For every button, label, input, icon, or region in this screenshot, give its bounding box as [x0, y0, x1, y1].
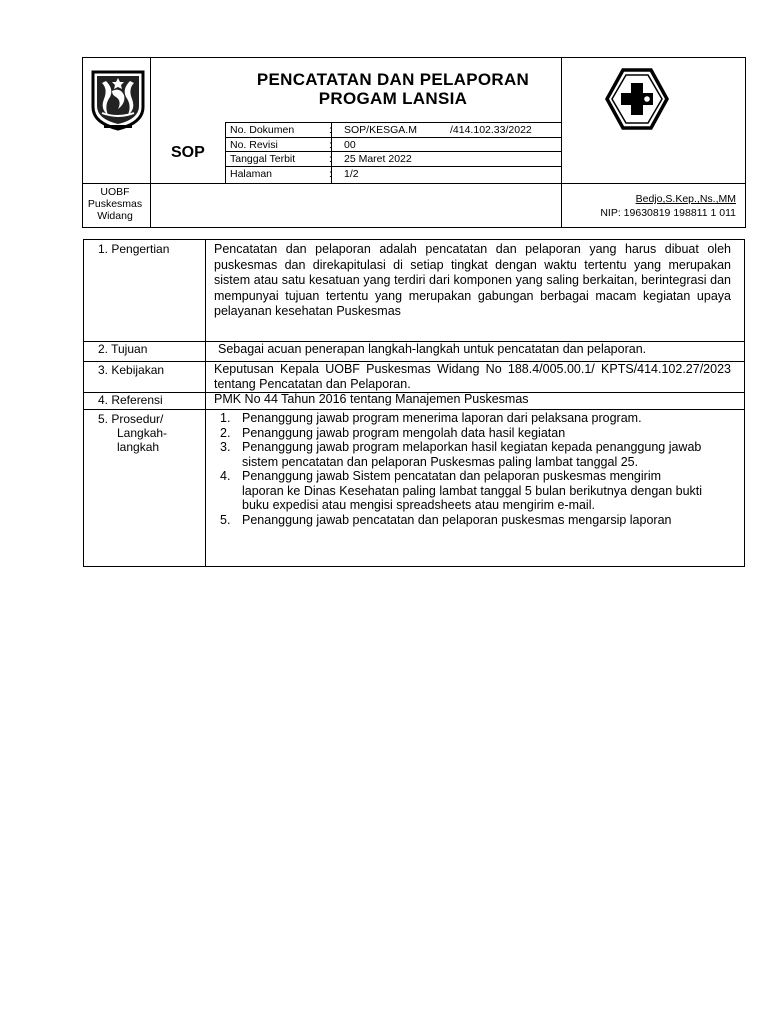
section-text-pengertian: Pencatatan dan pelaporan adalah pencatatan dan pelaporan yang harus dibuat oleh puskesmas dan direkapitulasi di setiap tingkat dengan waktu tertentu yang merupakan sistem atau satu kesatuan yang terdiri dari komponen yang saling berkaitan, berintegrasi dan mempunyai tujuan tertentu yang merupakan gabungan berbagai macam kegiatan upaya pelayanan kesehatan Puskesmas: [214, 242, 731, 318]
section-text-referensi: PMK No 44 Tahun 2016 tentang Manajemen Puskesmas: [214, 392, 529, 406]
section-label-kebijakan: 3. Kebijakan: [98, 363, 165, 377]
sop-header: [82, 57, 746, 228]
section-label-pengertian: 1. Pengertian: [98, 242, 170, 256]
document-title: PENCATATAN DAN PELAPORAN PROGAM LANSIA: [256, 70, 530, 108]
regency-emblem-icon: [90, 69, 146, 131]
unit-name: [83, 186, 147, 222]
step-text: Penanggung jawab program mengolah data hasil kegiatan: [242, 425, 566, 440]
step-text: Penanggung jawab Sistem pencatatan dan pelaporan puskesmas mengirim laporan ke Dinas Kesehatan paling lambat tanggal 5 bulan berikutnya dengan bukti buku expedisi atau mengisi spreadsheets atau mengirim e-mail.: [242, 469, 703, 512]
procedure-steps: [214, 411, 734, 527]
step-number: 5.: [220, 512, 231, 527]
doc-info-sep: :: [329, 124, 332, 136]
signer-name: Bedjo,S.Kep.,Ns.,MM: [635, 193, 736, 205]
doc-info-row: [229, 138, 559, 152]
procedure-step: [214, 411, 734, 426]
section-label-line: 5. Prosedur/: [98, 412, 164, 426]
step-number: 2.: [220, 425, 231, 440]
doc-info-row: [229, 123, 559, 137]
step-number: 1.: [220, 411, 231, 425]
section-label-line: langkah: [117, 440, 160, 454]
step-text: Penanggung jawab program melaporkan hasil kegiatan kepada penanggung jawab sistem pencatatan dan pelaporan Puskesmas paling lambat tanggal 25.: [242, 440, 702, 469]
doc-info-row: [229, 167, 559, 181]
section-text-kebijakan: Keputusan Kepala UOBF Puskesmas Widang No 188.4/005.00.1/ KPTS/414.102.27/2023 tentang Pencatatan dan Pelaporan.: [214, 362, 731, 391]
step-text: Penanggung jawab pencatatan dan pelaporan puskesmas mengarsip laporan: [242, 512, 672, 527]
unit-name-line: Widang: [97, 210, 133, 222]
doc-info-value: SOP/KESGA.M: [344, 124, 417, 136]
signer-block: [568, 192, 736, 220]
unit-name-line: Puskesmas: [87, 198, 143, 210]
doc-info-value: 00: [344, 139, 356, 151]
doc-info-key: Tanggal Terbit: [230, 153, 296, 165]
signer-nip: NIP: 19630819 198811 1 011: [600, 207, 736, 219]
doc-info-row: [229, 152, 559, 166]
step-text: Penanggung jawab program menerima laporan dari pelaksana program.: [242, 411, 642, 425]
doc-info-sep: :: [329, 153, 332, 165]
procedure-step: [214, 426, 734, 441]
doc-info-value: 1/2: [344, 168, 359, 180]
sop-content-table: [83, 239, 745, 567]
section-label-referensi: 4. Referensi: [98, 393, 163, 407]
header-divider-sop: [225, 122, 226, 184]
sop-label: SOP: [171, 144, 205, 161]
section-label-tujuan: 2. Tujuan: [98, 342, 148, 356]
procedure-step: [214, 513, 734, 528]
step-number: 3.: [220, 440, 231, 454]
doc-info-key: No. Dokumen: [230, 124, 295, 136]
header-divider-right: [561, 58, 562, 228]
header-divider-bottom: [83, 183, 745, 184]
header-divider-left: [150, 58, 151, 228]
doc-info-value: 25 Maret 2022: [344, 153, 412, 165]
unit-name-line: UOBF: [100, 186, 130, 198]
doc-info-value-suffix: /414.102.33/2022: [450, 124, 532, 136]
doc-info-sep: :: [329, 168, 332, 180]
puskesmas-cross-logo-icon: [605, 68, 669, 130]
section-label-prosedur: [98, 412, 206, 454]
doc-info-key: Halaman: [230, 168, 273, 180]
doc-info-key: No. Revisi: [230, 139, 278, 151]
content-row-divider: [84, 409, 744, 410]
section-label-line: Langkah-: [117, 426, 168, 440]
step-number: 4.: [220, 469, 231, 483]
procedure-step: [214, 469, 734, 513]
procedure-step: [214, 440, 734, 469]
doc-info-sep: :: [329, 139, 332, 151]
section-text-tujuan: Sebagai acuan penerapan langkah-langkah untuk pencatatan dan pelaporan.: [218, 342, 647, 356]
